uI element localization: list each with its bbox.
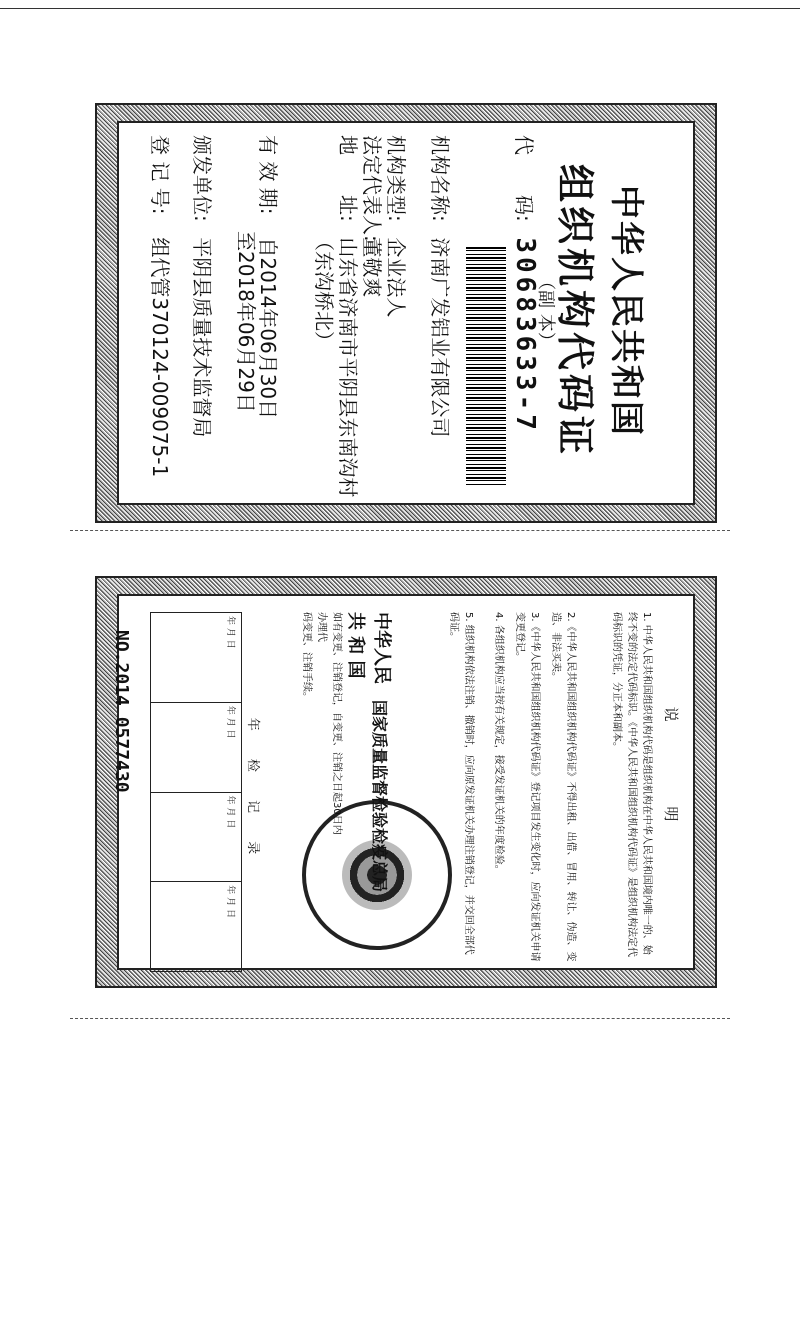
valid-row-2 [233, 231, 262, 413]
valid-from: 自2014年06月30日 [256, 237, 280, 420]
valid-label: 有 效 期: [256, 135, 280, 215]
note-2: 2.《中华人民共和国组织机构代码证》不得出租、出借、冒用、转让、伪造、变造、非法买卖。 [550, 612, 576, 962]
cut-line-top [70, 530, 730, 531]
front-title-line2: 组织机构代码证 [553, 163, 598, 458]
addr-value-2: （东沟桥北） [312, 231, 336, 351]
annual-inspection-table [150, 612, 242, 972]
barcode [466, 247, 506, 487]
reg-label: 登 记 号: [148, 135, 172, 215]
name-value: 济南广发铝业有限公司 [428, 237, 452, 438]
type-value: 企业法人 [384, 237, 408, 318]
annual-cell-1: 年 月 日 [151, 613, 242, 703]
change-note-line2: 码变更、注销手续。 [301, 612, 312, 702]
cut-line-bottom [70, 1018, 730, 1019]
change-note [299, 612, 344, 842]
code-label: 代 码: [512, 135, 536, 222]
rep-label: 法定代表人: [360, 135, 384, 242]
addr-label: 地 址: [336, 135, 360, 222]
org-name-line1: 中华人民 [371, 612, 392, 684]
org-name-line3: 共 和 国 [345, 612, 366, 679]
org-name-line2: 国家质量监督检验检疫总局 [370, 700, 389, 893]
issuer-label: 颁发单位: [190, 135, 214, 222]
note-3: 3.《中华人民共和国组织机构代码证》登记项目发生变化时，应向发证机关申请变更登记。 [514, 612, 540, 962]
code-row [510, 135, 540, 434]
reg-value: 组代管370124-009075-1 [148, 237, 172, 478]
reg-row [147, 135, 176, 477]
annual-cell-3: 年 月 日 [151, 792, 242, 882]
annual-cell-4: 年 月 日 [151, 882, 242, 972]
note-1: 1. 中华人民共和国组织机构代码是组织机构在中华人民共和国境内唯一的、始终不变的法定代码标识。《中华人民共和国组织机构代码证》是组织机构法定代码标识的凭证，分正本和副本。 [611, 612, 652, 957]
annual-inspection-title: 年 检 记 录 [245, 717, 260, 867]
name-row [427, 135, 456, 437]
back-heading: 说 明 [662, 706, 680, 862]
type-label: 机构类型: [384, 135, 408, 222]
front-subtitle: （副 本） [535, 272, 556, 350]
code-value: 30683633-7 [510, 237, 540, 434]
addr-value: 山东省济南市平阴县东南沟村 [336, 237, 360, 498]
note-5: 5. 组织机构依法注销、撤销时，应向原发证机关办理注销登记，并交回全部代码证。 [448, 612, 474, 955]
front-title-line1: 中华人民共和国 [606, 185, 646, 437]
rep-value: 董敬爽 [360, 237, 384, 298]
back-card-content [111, 590, 688, 978]
annual-cell-2: 年 月 日 [151, 702, 242, 792]
name-label: 机构名称: [428, 135, 452, 222]
serial-number: NO.2014 0577430 [111, 630, 132, 793]
note-4: 4. 各组织机构应当按有关规定，接受发证机关的年度检验。 [493, 612, 504, 875]
issuer-row [189, 135, 218, 437]
scan-edge-line [0, 8, 800, 9]
front-card-content [123, 117, 688, 505]
valid-to: 至2018年06月29日 [234, 231, 258, 413]
issuer-value: 平阴县质量技术监督局 [190, 237, 214, 438]
addr-row-2 [311, 231, 340, 351]
change-note-line1: 如有变更、注销登记，自变更、注销之日起30日内办理代 [316, 612, 342, 835]
